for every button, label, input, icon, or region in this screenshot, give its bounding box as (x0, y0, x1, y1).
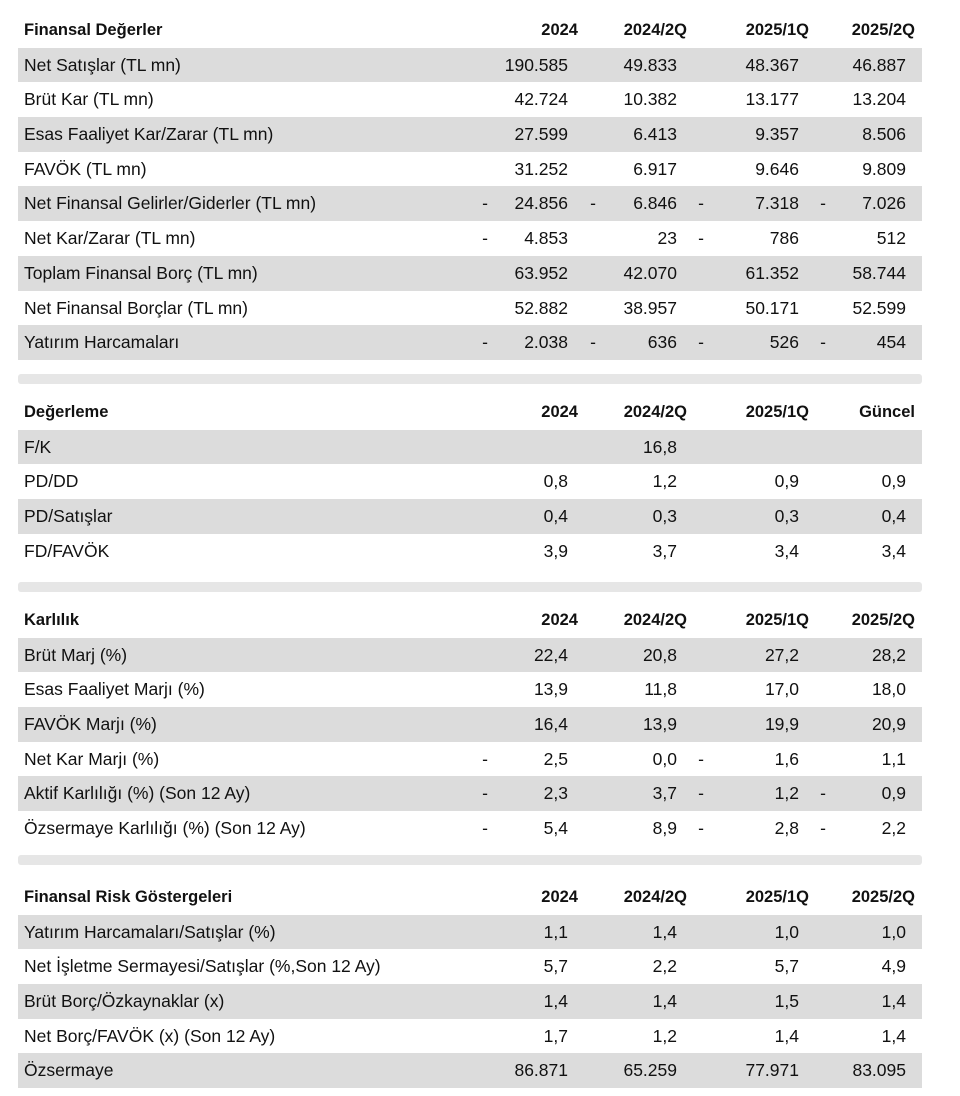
table-title: Karlılık (24, 611, 80, 629)
row-label: FAVÖK (TL mn) (24, 158, 147, 179)
cell-value: 1,1 (543, 921, 568, 942)
cell-value: 1,4 (543, 991, 568, 1012)
negative-sign: - (698, 332, 704, 353)
column-header: 2025/1Q (745, 888, 809, 906)
cell-value: 1,6 (774, 748, 799, 769)
table-title: Finansal Risk Göstergeleri (24, 888, 233, 906)
cell-value: 3,7 (652, 783, 677, 804)
cell-value: 52.599 (852, 297, 906, 318)
cell-value: 31.252 (514, 158, 568, 179)
cell-value: 49.833 (623, 54, 677, 75)
cell-value: 63.952 (514, 262, 568, 283)
cell-value: 5,7 (543, 956, 568, 977)
table-row (18, 949, 922, 984)
row-label: F/K (24, 436, 52, 457)
cell-value: 65.259 (623, 1060, 677, 1081)
negative-sign: - (820, 818, 826, 839)
cell-value: 17,0 (764, 679, 799, 700)
cell-value: 13,9 (533, 679, 568, 700)
cell-value: 526 (769, 332, 799, 353)
row-label: Brüt Kar (TL mn) (24, 89, 154, 110)
negative-sign: - (698, 228, 704, 249)
cell-value: 1,4 (652, 991, 677, 1012)
cell-value: 83.095 (852, 1060, 906, 1081)
cell-value: 8.506 (862, 124, 906, 145)
table-row (18, 776, 922, 811)
table-header-row (18, 880, 922, 915)
table-row (18, 186, 922, 221)
table-section (18, 880, 922, 1088)
table-row (18, 499, 922, 534)
row-label: Brüt Marj (%) (24, 644, 128, 665)
cell-value: 3,9 (543, 540, 568, 561)
cell-value: 28,2 (871, 644, 906, 665)
cell-value: 8,9 (652, 818, 677, 839)
row-label: FD/FAVÖK (24, 540, 110, 561)
column-header: 2024 (541, 888, 578, 906)
cell-value: 58.744 (852, 262, 906, 283)
cell-value: 18,0 (871, 679, 906, 700)
cell-value: 20,8 (642, 644, 677, 665)
column-header: 2024/2Q (623, 611, 687, 629)
cell-value: 636 (647, 332, 677, 353)
row-label: Net Finansal Borçlar (TL mn) (24, 297, 248, 318)
table-row (18, 1019, 922, 1054)
cell-value: 16,8 (642, 436, 677, 457)
cell-value: 20,9 (871, 714, 906, 735)
row-label: Net İşletme Sermayesi/Satışlar (%,Son 12 Ay) (24, 956, 381, 977)
cell-value: 61.352 (745, 262, 799, 283)
cell-value: 0,9 (881, 783, 906, 804)
cell-value: 27,2 (764, 644, 799, 665)
negative-sign: - (482, 332, 488, 353)
cell-value: 22,4 (533, 644, 568, 665)
cell-value: 0,3 (652, 506, 677, 527)
section-divider (18, 855, 922, 865)
row-label: Özsermaye (24, 1060, 114, 1081)
cell-value: 1,2 (652, 1025, 677, 1046)
cell-value: 77.971 (745, 1060, 799, 1081)
cell-value: 2,5 (543, 748, 568, 769)
column-header: 2025/2Q (851, 21, 915, 39)
cell-value: 3,4 (774, 540, 799, 561)
negative-sign: - (698, 193, 704, 214)
table-row (18, 291, 922, 326)
cell-value: 13.204 (852, 89, 906, 110)
cell-value: 0,9 (774, 471, 799, 492)
cell-value: 6.413 (633, 124, 677, 145)
section-divider (18, 374, 922, 384)
cell-value: 10.382 (623, 89, 677, 110)
table-row (18, 672, 922, 707)
table-row (18, 256, 922, 291)
table-row (18, 464, 922, 499)
table-row (18, 707, 922, 742)
negative-sign: - (482, 193, 488, 214)
row-label: Net Kar/Zarar (TL mn) (24, 228, 196, 249)
column-header: 2024 (541, 403, 578, 421)
row-label: Özsermaye Karlılığı (%) (Son 12 Ay) (24, 818, 306, 839)
cell-value: 0,8 (543, 471, 568, 492)
column-header: 2025/2Q (851, 611, 915, 629)
row-label: Yatırım Harcamaları/Satışlar (%) (24, 921, 276, 942)
row-label: PD/DD (24, 471, 79, 492)
cell-value: 19,9 (764, 714, 799, 735)
cell-value: 3,7 (652, 540, 677, 561)
row-label: Esas Faaliyet Kar/Zarar (TL mn) (24, 124, 274, 145)
cell-value: 1,4 (881, 1025, 906, 1046)
cell-value: 23 (657, 228, 677, 249)
row-label: Net Kar Marjı (%) (24, 748, 160, 769)
row-label: Net Satışlar (TL mn) (24, 54, 181, 75)
cell-value: 454 (876, 332, 906, 353)
cell-value: 512 (876, 228, 906, 249)
cell-value: 0,0 (652, 748, 677, 769)
table-row (18, 430, 922, 465)
row-label: PD/Satışlar (24, 506, 113, 527)
cell-value: 4.853 (524, 228, 568, 249)
table-row (18, 152, 922, 187)
table-header-row (18, 395, 922, 430)
table-row (18, 48, 922, 83)
cell-value: 1,4 (774, 1025, 799, 1046)
cell-value: 38.957 (623, 297, 677, 318)
column-header: 2025/1Q (745, 21, 809, 39)
cell-value: 7.318 (755, 193, 799, 214)
cell-value: 2.038 (524, 332, 568, 353)
cell-value: 9.809 (862, 158, 906, 179)
table-row (18, 534, 922, 569)
cell-value: 50.171 (745, 297, 799, 318)
cell-value: 2,2 (652, 956, 677, 977)
table-title: Değerleme (24, 403, 109, 421)
cell-value: 5,4 (543, 818, 568, 839)
column-header: 2025/1Q (745, 403, 809, 421)
cell-value: 48.367 (745, 54, 799, 75)
row-label: Yatırım Harcamaları (24, 332, 180, 353)
cell-value: 2,3 (543, 783, 568, 804)
cell-value: 0,3 (774, 506, 799, 527)
table-row (18, 325, 922, 360)
table-row (18, 811, 922, 846)
table-row (18, 742, 922, 777)
section-divider (18, 582, 922, 592)
column-header: 2024 (541, 21, 578, 39)
row-label: Aktif Karlılığı (%) (Son 12 Ay) (24, 783, 251, 804)
cell-value: 1,0 (774, 921, 799, 942)
table-row (18, 117, 922, 152)
negative-sign: - (590, 193, 596, 214)
cell-value: 6.846 (633, 193, 677, 214)
table-row (18, 221, 922, 256)
cell-value: 1,5 (774, 991, 799, 1012)
cell-value: 52.882 (514, 297, 568, 318)
negative-sign: - (482, 783, 488, 804)
cell-value: 16,4 (533, 714, 568, 735)
negative-sign: - (698, 783, 704, 804)
cell-value: 24.856 (514, 193, 568, 214)
table-header-row (18, 13, 922, 48)
table-row (18, 82, 922, 117)
table-section (18, 603, 922, 846)
cell-value: 1,1 (881, 748, 906, 769)
cell-value: 2,8 (774, 818, 799, 839)
column-header: 2025/2Q (851, 888, 915, 906)
cell-value: 1,0 (881, 921, 906, 942)
negative-sign: - (820, 332, 826, 353)
cell-value: 0,4 (543, 506, 568, 527)
cell-value: 1,7 (543, 1025, 568, 1046)
negative-sign: - (590, 332, 596, 353)
column-header: 2024 (541, 611, 578, 629)
cell-value: 0,4 (881, 506, 906, 527)
row-label: FAVÖK Marjı (%) (24, 714, 157, 735)
column-header: 2025/1Q (745, 611, 809, 629)
negative-sign: - (820, 193, 826, 214)
column-header: 2024/2Q (623, 21, 687, 39)
cell-value: 0,9 (881, 471, 906, 492)
cell-value: 46.887 (852, 54, 906, 75)
row-label: Net Finansal Gelirler/Giderler (TL mn) (24, 193, 317, 214)
row-label: Net Borç/FAVÖK (x) (Son 12 Ay) (24, 1025, 276, 1046)
cell-value: 4,9 (881, 956, 906, 977)
cell-value: 11,8 (644, 679, 677, 700)
cell-value: 1,4 (652, 921, 677, 942)
row-label: Brüt Borç/Özkaynaklar (x) (24, 991, 225, 1012)
cell-value: 1,2 (652, 471, 677, 492)
table-row (18, 915, 922, 950)
column-header: 2024/2Q (623, 888, 687, 906)
negative-sign: - (482, 228, 488, 249)
cell-value: 42.070 (623, 262, 677, 283)
cell-value: 190.585 (504, 54, 568, 75)
cell-value: 5,7 (774, 956, 799, 977)
column-header: Güncel (859, 403, 915, 421)
table-section (18, 13, 922, 360)
cell-value: 86.871 (514, 1060, 568, 1081)
negative-sign: - (482, 748, 488, 769)
cell-value: 13.177 (745, 89, 799, 110)
cell-value: 1,2 (774, 783, 799, 804)
negative-sign: - (482, 818, 488, 839)
cell-value: 9.357 (755, 124, 799, 145)
table-row (18, 984, 922, 1019)
cell-value: 2,2 (881, 818, 906, 839)
cell-value: 27.599 (514, 124, 568, 145)
negative-sign: - (698, 818, 704, 839)
cell-value: 3,4 (881, 540, 906, 561)
row-label: Toplam Finansal Borç (TL mn) (24, 262, 258, 283)
row-label: Esas Faaliyet Marjı (%) (24, 679, 205, 700)
cell-value: 9.646 (755, 158, 799, 179)
cell-value: 42.724 (514, 89, 568, 110)
cell-value: 786 (769, 228, 799, 249)
table-header-row (18, 603, 922, 638)
cell-value: 7.026 (862, 193, 906, 214)
column-header: 2024/2Q (623, 403, 687, 421)
table-row (18, 1053, 922, 1088)
negative-sign: - (698, 748, 704, 769)
cell-value: 1,4 (881, 991, 906, 1012)
table-row (18, 638, 922, 673)
cell-value: 13,9 (642, 714, 677, 735)
table-section (18, 395, 922, 568)
negative-sign: - (820, 783, 826, 804)
table-title: Finansal Değerler (24, 21, 163, 39)
cell-value: 6.917 (633, 158, 677, 179)
